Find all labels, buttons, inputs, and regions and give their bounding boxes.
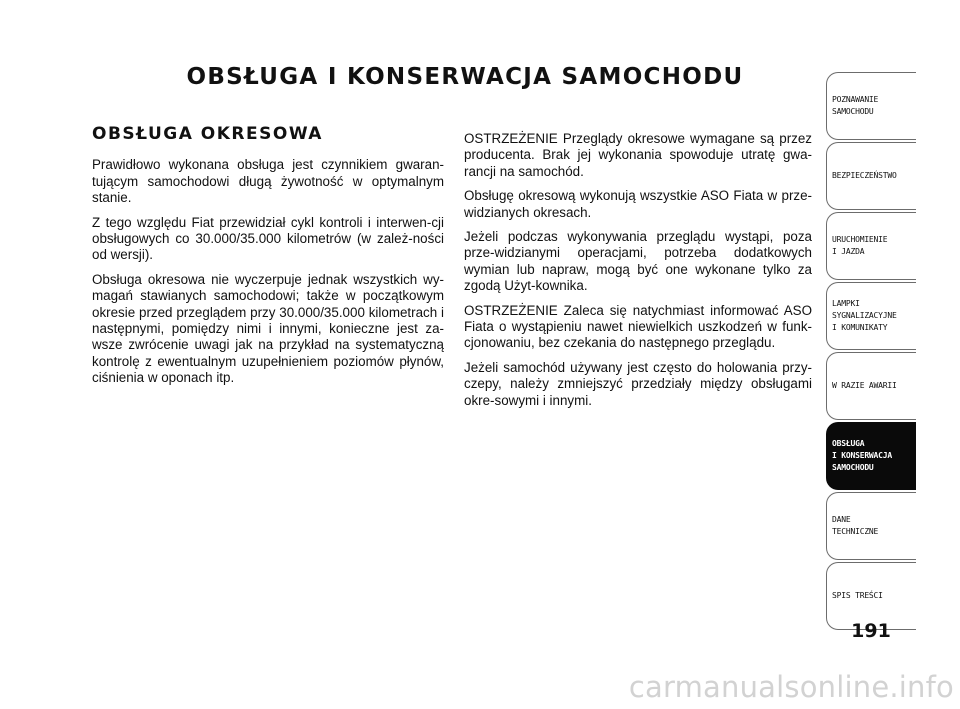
tab-dane-techniczne[interactable] [826, 492, 916, 560]
section-title: OBSŁUGA OKRESOWA [92, 124, 323, 144]
tab-bezpieczenstwo[interactable] [826, 142, 916, 210]
tab-w-razie-awarii[interactable] [826, 352, 916, 420]
page-number: 191 [851, 620, 891, 642]
right-column [464, 131, 812, 417]
paragraph: Obsługa okresowa nie wyczerpuje jednak wszystkich wy-magań stawianych samochodowi; także w początkowym okresie przed przeglądem przy 30.000/35.000 kilometrach i następnymi, pomiędzy nimi i innymi, konieczne jest za-wsze zwrócenie uwagi jak na przykład na systematyczną kontrolę z ewentualnym uzupełnieniem poziomów płynów, ciśnienia w oponach itp. [92, 271, 444, 386]
watermark: carmanualsonline.info [628, 670, 954, 704]
tab-label: W RAZIE AWARII [832, 381, 897, 390]
paragraph: Prawidłowo wykonana obsługa jest czynnikiem gwaran-tującym samochodowi długą żywotność w optymalnym stanie. [92, 157, 444, 206]
tab-label: DANE TECHNICZNE [832, 515, 879, 536]
paragraph: Jeżeli samochód używany jest często do holowania przy-czepy, należy zmniejszyć przedziały między obsługami okre-sowymi i innymi. [464, 359, 812, 408]
tab-label: POZNAWANIE SAMOCHODU [832, 95, 879, 116]
page-title: OBSŁUGA I KONSERWACJA SAMOCHODU [186, 64, 744, 90]
tab-uruchomienie-i-jazda[interactable] [826, 212, 916, 280]
tab-label: SPIS TREŚCI [832, 591, 883, 600]
chapter-index-sidebar [826, 72, 916, 632]
paragraph: Jeżeli podczas wykonywania przeglądu wystąpi, poza prze-widzianymi operacjami, potrzeba dodatkowych wymian lub napraw, mogą być one wykonane tylko za zgodą Użyt-kownika. [464, 229, 812, 294]
tab-label: URUCHOMIENIE I JAZDA [832, 235, 888, 256]
paragraph: Obsługę okresową wykonują wszystkie ASO Fiata w prze-widzianych okresach. [464, 188, 812, 220]
tab-obsluga-i-konserwacja[interactable] [826, 422, 916, 490]
tab-label: BEZPIECZEŃSTWO [832, 171, 897, 180]
paragraph: Z tego względu Fiat przewidział cykl kontroli i interwen-cji obsługowych co 30.000/35.000 kilometrów (w zależ-ności od wersji). [92, 214, 444, 263]
tab-poznawanie-samochodu[interactable] [826, 72, 916, 140]
left-column [92, 126, 444, 395]
paragraph: OSTRZEŻENIE Zaleca się natychmiast informować ASO Fiata o wystąpieniu nawet niewielkich uszkodzeń w funk-cjonowaniu, bez czekania do następnego przeglądu. [464, 302, 812, 351]
paragraph: OSTRZEŻENIE Przeglądy okresowe wymagane są przez producenta. Brak jej wykonania spowoduje utratę gwa-rancji na samochód. [464, 131, 812, 179]
tab-label: LAMPKI SYGNALIZACYJNE I KOMUNIKATY [832, 299, 897, 332]
tab-lampki-sygnalizacyjne[interactable] [826, 282, 916, 350]
tab-label: OBSŁUGA I KONSERWACJA SAMOCHODU [832, 439, 893, 472]
